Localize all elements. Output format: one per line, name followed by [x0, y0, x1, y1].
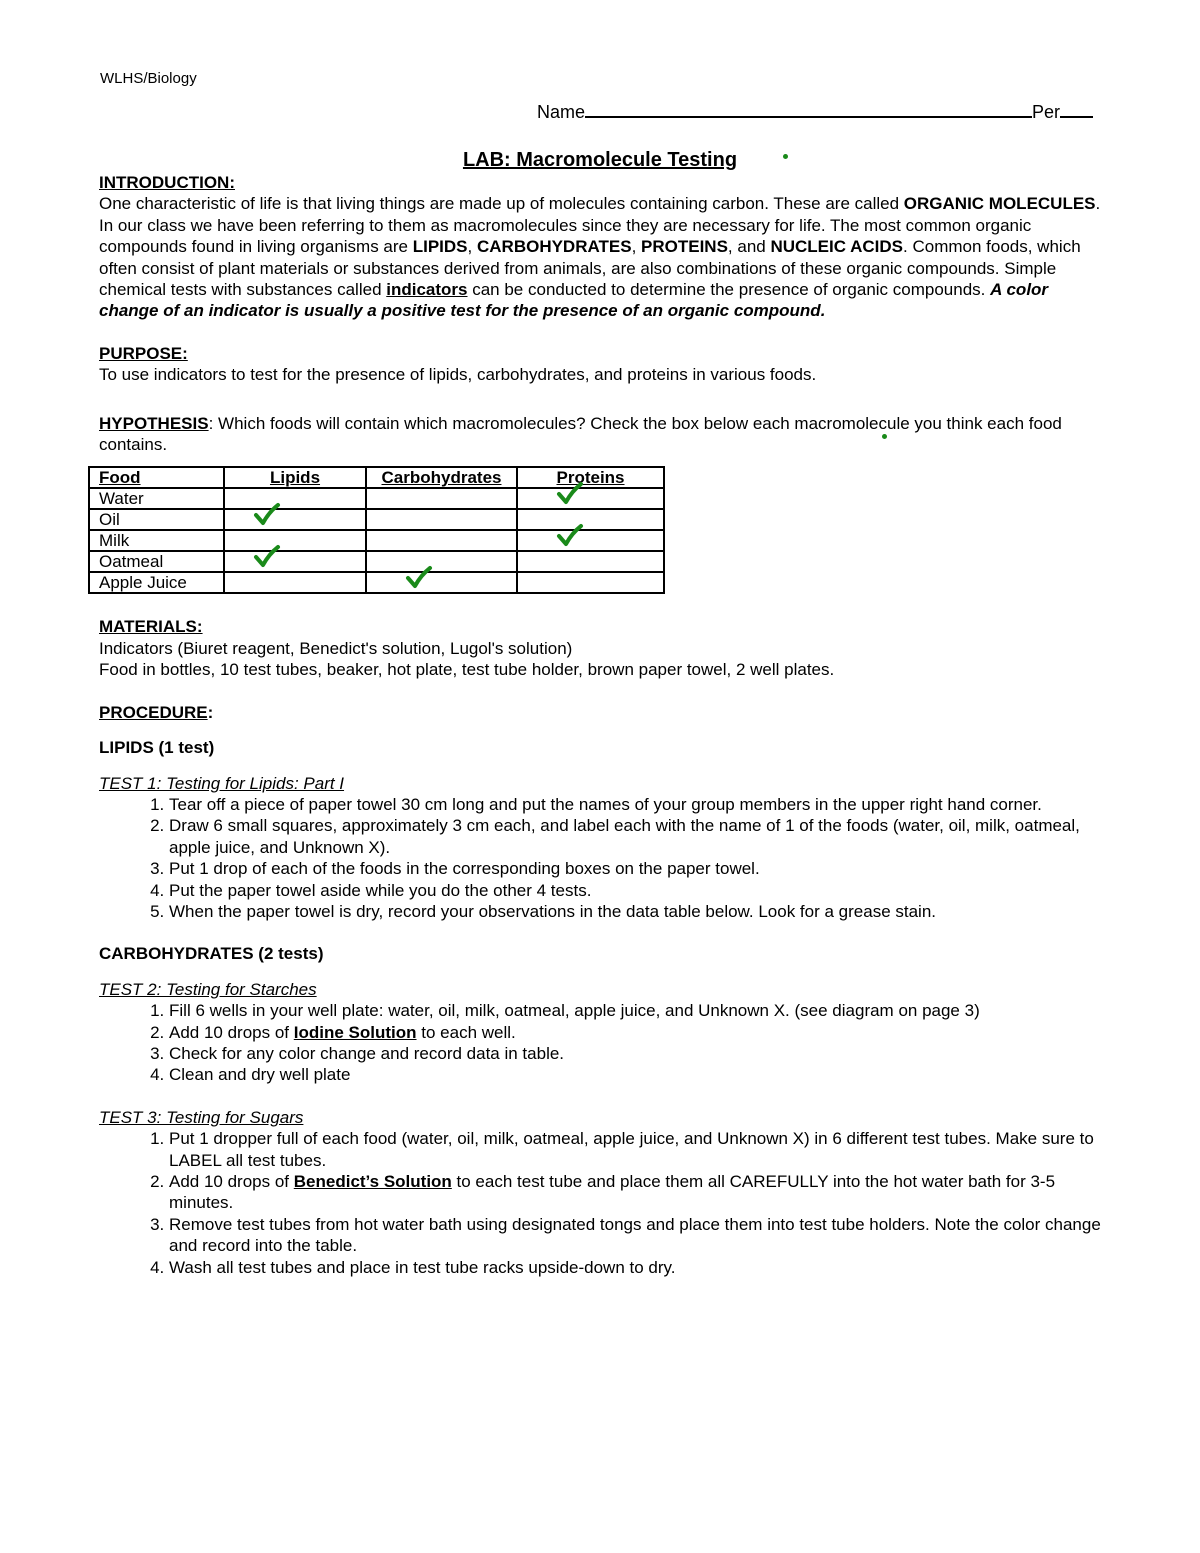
checkbox-cell-lipids[interactable] [224, 530, 366, 551]
checkbox-cell-carbohydrates[interactable] [366, 530, 517, 551]
checkmark-icon [556, 523, 584, 549]
materials-heading: MATERIALS: [99, 617, 203, 637]
materials-line: Food in bottles, 10 test tubes, beaker, hot plate, test tube holder, brown paper towel, 2 well plates. [99, 660, 835, 680]
checkbox-cell-carbohydrates[interactable] [366, 572, 517, 593]
hypothesis-paragraph: HYPOTHESIS: Which foods will contain which macromolecules? Check the box below each macromolecule you think each food contains. [99, 413, 1062, 455]
introduction-paragraph: One characteristic of life is that living things are made up of molecules containing carbon. These are called ORGANIC MOLECULES. In our class we have been referring to them as macromolecules since they are necessary for life. The most common organic compounds found in living organisms are LIPIDS, CARBOHYDRATES, PROTEINS, and NUCLEIC ACIDS. Common foods, which often consist of plant materials or substances derived from animals, are also combinations of these organic compounds. Simple chemical tests with substances called indicators can be conducted to determine the presence of organic compounds. A color change of an indicator is usually a positive test for the presence of an organic compound. [99, 194, 1101, 321]
checkbox-cell-carbohydrates[interactable] [366, 509, 517, 530]
food-cell: Oil [89, 509, 224, 530]
list-item: 1. Tear off a piece of paper towel 30 cm long and put the names of your group members in the upper right hand corner. [169, 794, 1109, 815]
checkbox-cell-lipids[interactable] [224, 509, 366, 530]
test2-title: TEST 2: Testing for Starches [99, 979, 317, 999]
checkbox-cell-lipids[interactable] [224, 572, 366, 593]
checkbox-cell-proteins[interactable] [517, 509, 664, 530]
name-blank[interactable] [585, 100, 1032, 118]
name-period-line [537, 100, 1093, 123]
checkbox-cell-lipids[interactable] [224, 488, 366, 509]
table-header-lipids: Lipids [224, 467, 366, 488]
list-item: 3. Remove test tubes from hot water bath using designated tongs and place them into test tube holders. Note the color change and record into the table. [169, 1214, 1109, 1257]
checkmark-icon [253, 502, 281, 528]
checkbox-cell-proteins[interactable] [517, 551, 664, 572]
food-cell: Oatmeal [89, 551, 224, 572]
list-item: 2. Draw 6 small squares, approximately 3 cm each, and label each with the name of 1 of the foods (water, oil, milk, oatmeal, apple juice, and Unknown X). [169, 815, 1109, 858]
list-item: 3. Put 1 drop of each of the foods in the corresponding boxes on the paper towel. [169, 858, 1109, 879]
list-item: 1. Put 1 dropper full of each food (water, oil, milk, oatmeal, apple juice, and Unknown X) in 6 different test tubes. Make sure to LABEL all test tubes. [169, 1128, 1109, 1171]
checkbox-cell-carbohydrates[interactable] [366, 551, 517, 572]
test3-title: TEST 3: Testing for Sugars [99, 1107, 304, 1127]
checkbox-cell-carbohydrates[interactable] [366, 488, 517, 509]
table-row [89, 572, 664, 593]
checkbox-cell-lipids[interactable] [224, 551, 366, 572]
list-item: 4. Clean and dry well plate [169, 1064, 1109, 1085]
green-mark-dot [783, 154, 788, 159]
checkmark-icon [556, 481, 584, 507]
table-row [89, 530, 664, 551]
introduction-heading: INTRODUCTION: [99, 173, 235, 192]
page-title: LAB: Macromolecule Testing [462, 149, 738, 171]
course-header: WLHS/Biology [100, 70, 197, 87]
table-header-food: Food [89, 467, 224, 488]
lipids-heading: LIPIDS (1 test) [99, 738, 215, 758]
checkbox-cell-proteins[interactable] [517, 530, 664, 551]
purpose-text: To use indicators to test for the presence of lipids, carbohydrates, and proteins in various foods. [99, 365, 817, 385]
table-row [89, 488, 664, 509]
hypothesis-table [88, 466, 665, 594]
checkbox-cell-proteins[interactable] [517, 572, 664, 593]
list-item: 4. Put the paper towel aside while you do the other 4 tests. [169, 880, 1109, 901]
purpose-heading: PURPOSE: [99, 343, 188, 363]
list-item: 3. Check for any color change and record data in table. [169, 1043, 1109, 1064]
period-label: Per [1032, 102, 1061, 122]
test2-steps [99, 1000, 1109, 1086]
name-label: Name [537, 102, 586, 122]
food-cell: Milk [89, 530, 224, 551]
materials-line: Indicators (Biuret reagent, Benedict's solution, Lugol's solution) [99, 638, 573, 658]
checkbox-cell-proteins[interactable] [517, 488, 664, 509]
hypothesis-heading: HYPOTHESIS [99, 413, 209, 433]
food-cell: Apple Juice [89, 572, 224, 593]
procedure-heading: PROCEDURE: [99, 702, 214, 722]
list-item: 2. Add 10 drops of Iodine Solution to each well. [169, 1022, 1109, 1043]
checkmark-icon [405, 565, 433, 591]
table-header-carbohydrates: Carbohydrates [366, 467, 517, 488]
document-body [99, 172, 1109, 1278]
test1-title: TEST 1: Testing for Lipids: Part I [99, 773, 345, 793]
test1-steps [99, 794, 1109, 922]
list-item: 5. When the paper towel is dry, record your observations in the data table below. Look for a grease stain. [169, 901, 1109, 922]
table-header-proteins: Proteins [517, 467, 664, 488]
table-row [89, 551, 664, 572]
list-item: 4. Wash all test tubes and place in test tube racks upside-down to dry. [169, 1257, 1109, 1278]
checkmark-icon [253, 544, 281, 570]
carbohydrates-heading: CARBOHYDRATES (2 tests) [99, 944, 324, 964]
test3-steps [99, 1128, 1109, 1278]
list-item: 1. Fill 6 wells in your well plate: water, oil, milk, oatmeal, apple juice, and Unknown X. (see diagram on page 3) [169, 1000, 1109, 1021]
period-blank[interactable] [1060, 100, 1093, 118]
list-item: 2. Add 10 drops of Benedict’s Solution to each test tube and place them all CAREFULLY into the hot water bath for 3-5 minutes. [169, 1171, 1109, 1214]
food-cell: Water [89, 488, 224, 509]
